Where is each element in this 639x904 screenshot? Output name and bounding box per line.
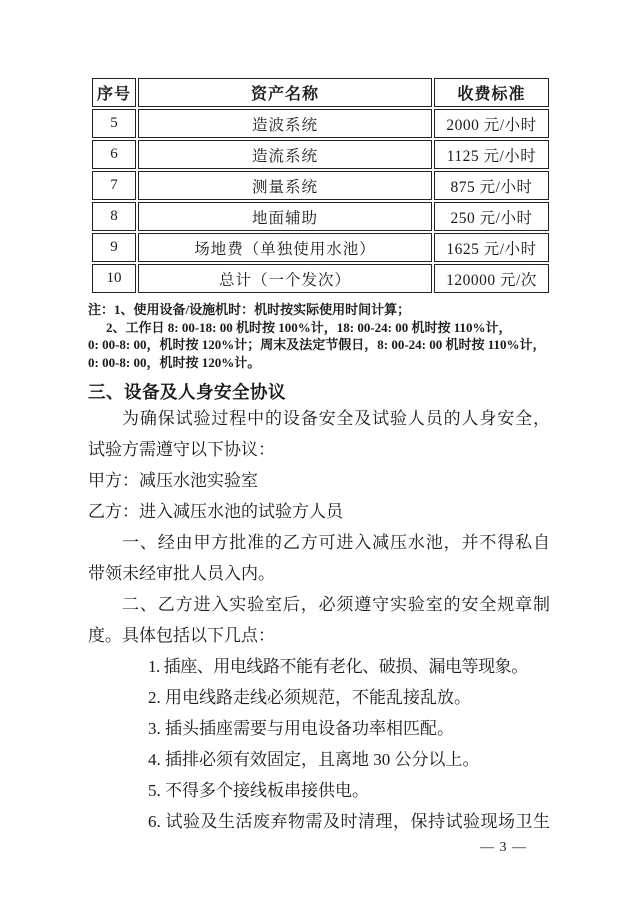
cell-fee: 1625 元/小时	[434, 233, 549, 262]
paragraph-line: 一、经由甲方批准的乙方可进入减压水池，并不得私自	[122, 533, 550, 552]
paragraph-line: 为确保试验过程中的设备安全及试验人员的人身安全，	[122, 409, 550, 428]
table-row	[92, 202, 549, 231]
cell-name: 测量系统	[138, 171, 432, 200]
cell-no: 6	[92, 140, 136, 169]
paragraph-line: 二、乙方进入实验室后，必须遵守实验室的安全规章制	[122, 595, 550, 614]
note-line: 2、工作日 8: 00-18: 00 机时按 100%计，18: 00-24: 00 机时按 110%计，	[106, 319, 512, 335]
list-item-line: 1. 插座、用电线路不能有老化、破损、漏电等现象。	[148, 657, 528, 676]
section-heading: 三、设备及人身安全协议	[88, 382, 286, 402]
header-cell-no: 序号	[92, 78, 136, 107]
table-row	[92, 264, 549, 293]
fee-table	[90, 76, 551, 295]
header-cell-fee: 收费标准	[434, 78, 549, 107]
paragraph-line: 度。具体包括以下几点：	[88, 626, 275, 645]
table-row	[92, 171, 549, 200]
page-number: — 3 —	[480, 840, 527, 855]
list-item-line: 2. 用电线路走线必须规范，不能乱接乱放。	[148, 688, 471, 707]
list-item-line: 5. 不得多个接线板串接供电。	[148, 781, 369, 800]
list-item-line: 6. 试验及生活废弃物需及时清理，保持试验现场卫生	[148, 812, 550, 831]
note-line: 0: 00-8: 00，机时按 120%计。	[88, 354, 261, 370]
cell-name: 场地费（单独使用水池）	[138, 233, 432, 262]
cell-fee: 2000 元/小时	[434, 109, 549, 138]
paragraph-line: 试验方需遵守以下协议：	[88, 440, 275, 459]
paragraph-line: 甲方：减压水池实验室	[88, 471, 258, 490]
table-header-row	[92, 78, 549, 107]
table-row	[92, 140, 549, 169]
cell-fee: 875 元/小时	[434, 171, 549, 200]
header-cell-name: 资产名称	[138, 78, 432, 107]
note-line: 注：1、使用设备/设施机时：机时按实际使用时间计算；	[88, 302, 411, 317]
cell-no: 7	[92, 171, 136, 200]
cell-fee: 120000 元/次	[434, 264, 549, 293]
paragraph-line: 带领未经审批人员入内。	[88, 564, 275, 583]
section-body	[88, 403, 550, 837]
cell-fee: 250 元/小时	[434, 202, 549, 231]
cell-name: 造流系统	[138, 140, 432, 169]
note-line: 0: 00-8: 00，机时按 120%计；周末及法定节假日，8: 00-24: 00 机时按 110%计，	[88, 337, 546, 352]
cell-name: 造波系统	[138, 109, 432, 138]
cell-name: 总计（一个发次）	[138, 264, 432, 293]
cell-no: 9	[92, 233, 136, 262]
cell-no: 8	[92, 202, 136, 231]
table-row	[92, 233, 549, 262]
cell-fee: 1125 元/小时	[434, 140, 549, 169]
table-row	[92, 109, 549, 138]
paragraph-line: 乙方：进入减压水池的试验方人员	[88, 502, 343, 521]
list-item-line: 4. 插排必须有效固定，且离地 30 公分以上。	[148, 750, 480, 769]
cell-no: 5	[92, 109, 136, 138]
table-notes	[88, 301, 550, 371]
list-item-line: 3. 插头插座需要与用电设备功率相匹配。	[148, 719, 454, 738]
cell-name: 地面辅助	[138, 202, 432, 231]
cell-no: 10	[92, 264, 136, 293]
